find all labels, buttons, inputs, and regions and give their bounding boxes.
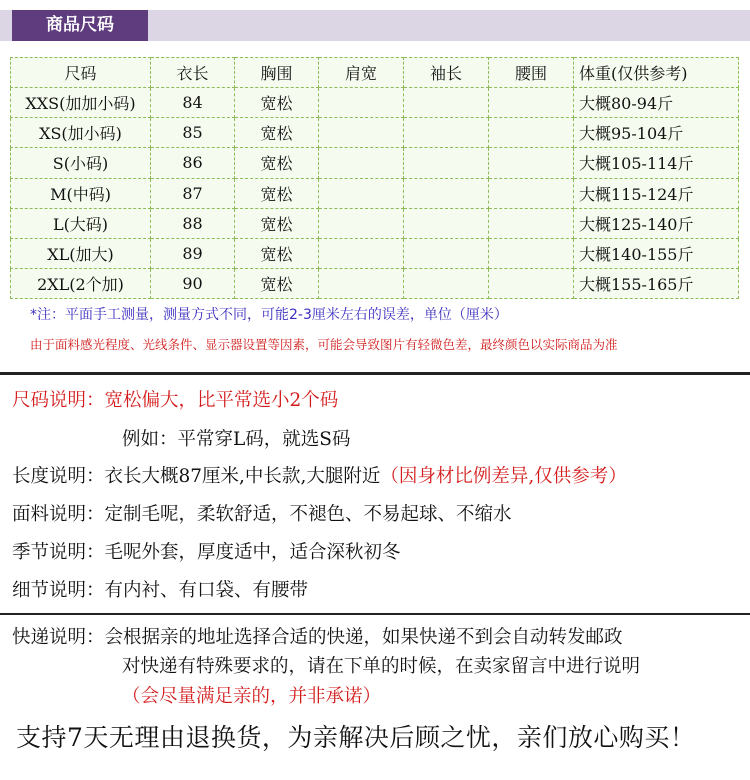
table-cell [489, 208, 574, 238]
table-cell [319, 178, 404, 208]
size-description [12, 386, 338, 412]
table-cell: 85 [151, 118, 235, 148]
table-cell: 宽松 [235, 88, 319, 118]
table-cell: 2XL(2个加) [11, 268, 151, 298]
column-header: 衣长 [151, 58, 235, 88]
table-cell [404, 88, 489, 118]
detail-description [12, 576, 308, 602]
table-cell: 宽松 [235, 118, 319, 148]
column-header: 肩宽 [319, 58, 404, 88]
column-header: 尺码 [11, 58, 151, 88]
fabric-text: 定制毛呢，柔软舒适，不褪色、不易起球、不缩水 [104, 504, 512, 525]
table-cell: 88 [151, 208, 235, 238]
fabric-label: 面料说明： [12, 504, 105, 525]
table-cell: 87 [151, 178, 235, 208]
table-cell [319, 208, 404, 238]
column-header: 胸围 [235, 58, 319, 88]
table-row [11, 148, 739, 178]
table-row [11, 238, 739, 268]
column-header: 袖长 [404, 58, 489, 88]
table-cell: S(小码) [11, 148, 151, 178]
table-cell: 大概155-165斤 [574, 268, 739, 298]
shipping-description [12, 623, 623, 649]
measure-note: *注：平面手工测量，测量方式不同，可能2-3厘米左右的误差，单位（厘米） [30, 307, 508, 323]
table-cell: XS(加小码) [11, 118, 151, 148]
table-cell [404, 118, 489, 148]
shipping-line3: （会尽量满足亲的，并非承诺） [122, 686, 382, 707]
column-header: 体重(仅供参考) [574, 58, 739, 88]
column-header: 腰围 [489, 58, 574, 88]
shipping-line2: 对快递有特殊要求的，请在下单的时候，在卖家留言中进行说明 [122, 656, 641, 677]
table-cell [404, 238, 489, 268]
fabric-description [12, 500, 512, 526]
divider [0, 613, 750, 615]
table-cell: 84 [151, 88, 235, 118]
table-cell [489, 148, 574, 178]
shipping-label: 快递说明： [12, 627, 105, 648]
season-description [12, 538, 401, 564]
table-cell: 大概115-124斤 [574, 178, 739, 208]
table-cell: 大概140-155斤 [574, 238, 739, 268]
color-note: 由于面料感光程度、光线条件、显示器设置等因素，可能会导致图片有轻微色差，最终颜色以实际商品为准 [30, 337, 618, 352]
length-note: （因身材比例差异,仅供参考） [380, 466, 627, 487]
size-label: 尺码说明： [12, 390, 105, 411]
table-cell: L(大码) [11, 208, 151, 238]
table-cell: XL(加大) [11, 238, 151, 268]
length-text: 衣长大概87厘米,中长款,大腿附近 [104, 466, 381, 487]
table-cell [319, 238, 404, 268]
table-cell [319, 118, 404, 148]
table-cell [404, 208, 489, 238]
table-cell: 89 [151, 238, 235, 268]
length-description [12, 462, 627, 488]
length-label: 长度说明： [12, 466, 105, 487]
table-cell: 大概95-104斤 [574, 118, 739, 148]
table-cell [404, 148, 489, 178]
detail-text: 有内衬、有口袋、有腰带 [104, 580, 309, 601]
return-policy-slogan: 支持7天无理由退换货，为亲解决后顾之忧，亲们放心购买！ [16, 723, 696, 752]
table-cell: 大概80-94斤 [574, 88, 739, 118]
table-row [11, 208, 739, 238]
shipping-line1: 会根据亲的地址选择合适的快递，如果快递不到会自动转发邮政 [104, 627, 623, 648]
table-cell [319, 88, 404, 118]
table-cell: 86 [151, 148, 235, 178]
table-cell: 宽松 [235, 268, 319, 298]
table-row [11, 88, 739, 118]
divider [0, 372, 750, 375]
table-cell [489, 118, 574, 148]
table-cell: M(中码) [11, 178, 151, 208]
table-cell: 宽松 [235, 238, 319, 268]
table-cell [489, 268, 574, 298]
table-cell [489, 88, 574, 118]
table-cell: 大概105-114斤 [574, 148, 739, 178]
table-cell [319, 268, 404, 298]
table-cell: XXS(加加小码) [11, 88, 151, 118]
table-cell: 宽松 [235, 148, 319, 178]
table-row [11, 268, 739, 298]
season-label: 季节说明： [12, 542, 105, 563]
table-cell: 大概125-140斤 [574, 208, 739, 238]
table-cell: 宽松 [235, 208, 319, 238]
table-cell [489, 178, 574, 208]
table-row [11, 118, 739, 148]
size-text: 宽松偏大，比平常选小2个码 [104, 390, 339, 411]
size-example: 例如：平常穿L码，就选S码 [122, 429, 351, 450]
detail-label: 细节说明： [12, 580, 105, 601]
table-cell: 宽松 [235, 178, 319, 208]
table-cell [404, 178, 489, 208]
table-cell: 90 [151, 268, 235, 298]
table-cell [319, 148, 404, 178]
table-cell [489, 238, 574, 268]
size-table [10, 57, 739, 299]
season-text: 毛呢外套，厚度适中，适合深秋初冬 [104, 542, 401, 563]
table-header-row [11, 58, 739, 88]
table-cell [404, 268, 489, 298]
section-title: 商品尺码 [12, 10, 148, 41]
table-row [11, 178, 739, 208]
